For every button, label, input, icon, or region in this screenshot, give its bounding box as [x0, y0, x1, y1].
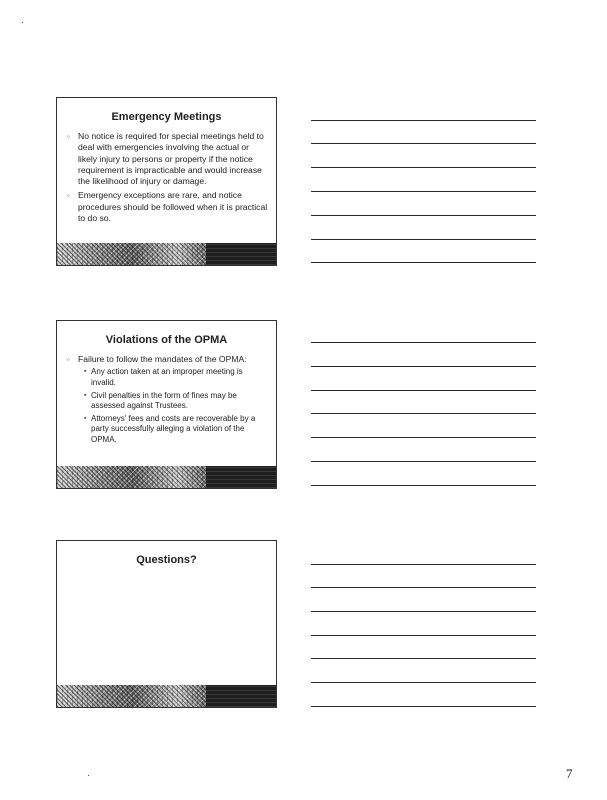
note-line — [311, 461, 536, 462]
scan-speck — [88, 775, 89, 776]
slide-title: Questions? — [136, 554, 197, 566]
note-line — [311, 485, 536, 486]
bullet-item — [67, 354, 268, 445]
sub-bullet-item: ▪ Attorneys' fees and costs are recoverable by a party successfully alleging a violation of the OPMA. — [84, 414, 268, 445]
note-line — [311, 167, 536, 168]
slide-violations-of-the-opma — [56, 320, 277, 489]
note-line — [311, 120, 536, 121]
slide-title: Violations of the OPMA — [105, 334, 228, 346]
sub-bullet-item: ▪ Any action taken at an improper meeting is invalid. — [84, 367, 268, 387]
note-line — [311, 706, 536, 707]
note-line — [311, 682, 536, 683]
note-line — [311, 658, 536, 659]
note-line — [311, 635, 536, 636]
note-line — [311, 611, 536, 612]
bullet-list — [57, 354, 276, 445]
bullet-text: Failure to follow the mandates of the OPMA: — [78, 354, 247, 364]
note-line — [311, 390, 536, 391]
slide-questions — [56, 540, 277, 708]
bullet-item: ◦ Emergency exceptions are rare, and notice procedures should be followed when it is practical to do so. — [67, 190, 268, 224]
bullet-list — [57, 131, 276, 224]
note-line — [311, 587, 536, 588]
slide-footer-texture — [57, 685, 276, 707]
note-line — [311, 143, 536, 144]
sub-bullet-item: ▪ Civil penalties in the form of fines may be assessed against Trustees. — [84, 391, 268, 411]
page-number: 7 — [566, 766, 573, 781]
slide-footer-texture — [57, 466, 276, 488]
note-line — [311, 413, 536, 414]
slide-title: Emergency Meetings — [111, 111, 222, 123]
note-line — [311, 437, 536, 438]
note-line — [311, 239, 536, 240]
note-line — [311, 366, 536, 367]
bullet-item: ◦ No notice is required for special meetings held to deal with emergencies involving the actual or likely injury to persons or property if the notice requirement is impracticable and would increase the likelihood of injury or damage. — [67, 131, 268, 187]
note-line — [311, 191, 536, 192]
slide-emergency-meetings — [56, 97, 277, 266]
sub-bullet-list — [78, 367, 268, 444]
scan-speck — [22, 22, 23, 23]
note-line — [311, 564, 536, 565]
note-line — [311, 262, 536, 263]
note-line — [311, 342, 536, 343]
note-line — [311, 215, 536, 216]
slide-footer-texture — [57, 243, 276, 265]
